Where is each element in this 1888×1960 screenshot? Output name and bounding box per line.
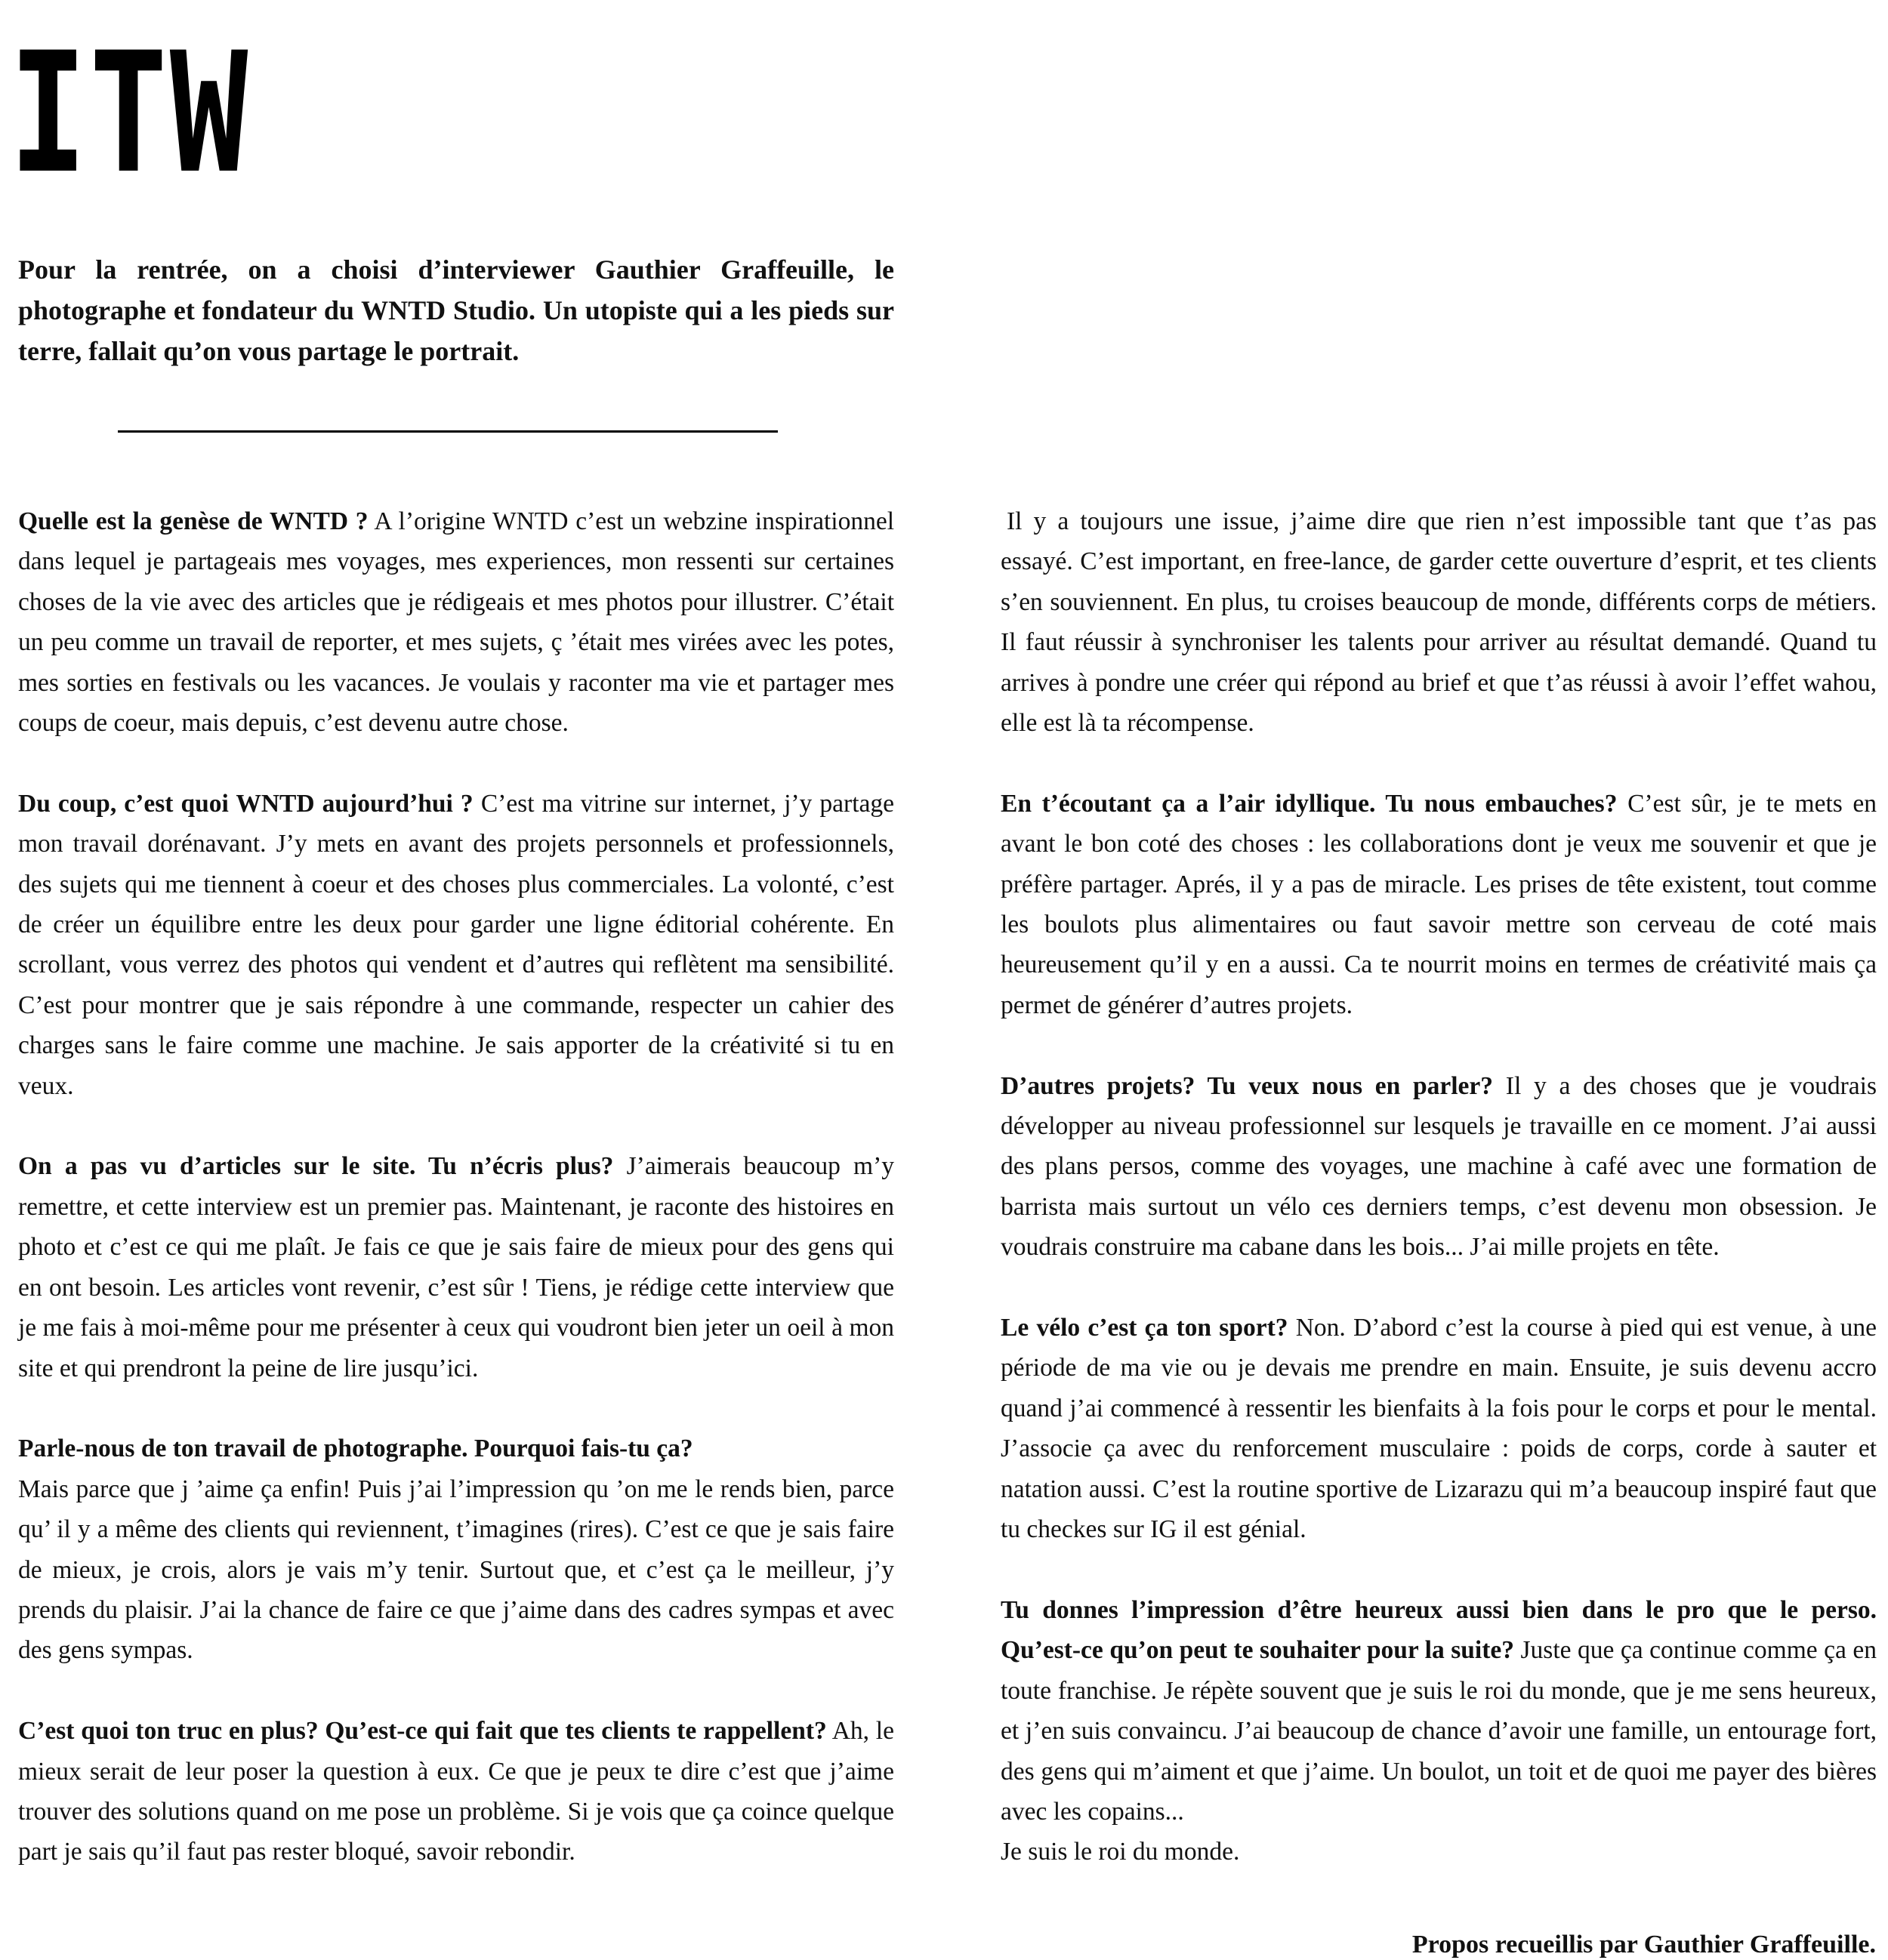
question: Quelle est la genèse de WNTD ? bbox=[18, 507, 369, 535]
answer: Il y a des choses que je voudrais développer au niveau professionnel sur lesquels je travaille en ce moment. J’ai aussi des plans persos, comme des voyages, une machine à café avec une formation de barrista mais surtout un vélo ces derniers temps, c’est devenu mon obsession. Je voudrais construire ma cabane dans les bois... J’ai mille projets en tête. bbox=[1001, 1071, 1877, 1262]
qa-block bbox=[18, 784, 894, 1106]
answer: C’est ma vitrine sur internet, j’y partage mon travail dorénavant. J’y mets en avant des projets personnels et professionnels, des sujets qui me tiennent à coeur et des choses plus commerciales. La volonté, c’est de créer un équilibre entre les deux pour garder une ligne éditorial cohérente. En scrollant, vous verrez des photos qui vendent et d’autres qui reflètent ma sensibilité. C’est pour montrer que je sais répondre à une commande, respecter un cahier des charges sans le faire comme une machine. Je sais apporter de la créativité si tu en veux. bbox=[18, 789, 894, 1100]
question: Le vélo c’est ça ton sport? bbox=[1001, 1314, 1288, 1342]
question: C’est quoi ton truc en plus? Qu’est-ce qui fait que tes clients te rappellent? bbox=[18, 1717, 827, 1746]
answer: Juste que ça continue comme ça en toute franchise. Je répète souvent que je suis le roi du monde, que je me sens heureux, et j’en suis convaincu. J’ai beaucoup de chance d’avoir une famille, un entourage fort, des gens qui m’aiment et que j’aime. Un boulot, un toit et de quoi me payer des bières avec les copains... bbox=[1001, 1636, 1877, 1826]
question: Parle-nous de ton travail de photographe. Pourquoi fais-tu ça? bbox=[18, 1435, 693, 1463]
qa-block bbox=[18, 1146, 894, 1388]
qa-block bbox=[1001, 1066, 1877, 1268]
qa-block bbox=[1001, 1590, 1877, 1872]
signoff-credit: Propos recueillis par Gauthier Graffeuille. bbox=[1411, 1931, 1876, 1958]
answer: Non. D’abord c’est la course à pied qui est venue, à une période de ma vie ou je devais me prendre en main. Ensuite, je suis devenu accro quand j’ai commencé à ressentir les bienfaits à la fois pour le corps et pour le mental. J’associe ça avec du renforcement musculaire : poids de corps, corde à sauter et natation aussi. C’est la routine sportive de Lizarazu qui m’a beaucoup inspiré faut que tu checkes sur IG il est génial. bbox=[1001, 1314, 1877, 1544]
continuation-paragraph: Il y a toujours une issue, j’aime dire que rien n’est impossible tant que t’as pas essayé. C’est important, en free-lance, de garder cette ouverture d’esprit, et tes clients s’en souviennent. En plus, tu croises beaucoup de monde, différents corps de métiers. Il faut réussir à synchroniser les talents pour arriver au résultat demandé. Quand tu arrives à pondre une créer qui répond au brief et que t’as réussi à avoir l’effet wahou, elle est là ta récompense. bbox=[1001, 507, 1877, 738]
divider-rule bbox=[118, 430, 778, 433]
answer: Ah, le mieux serait de leur poser la question à eux. Ce que je peux te dire c’est que j’aime trouver des solutions quand on me pose un problème. Si je vois que ça coince quelque part je sais qu’il faut pas rester bloqué, savoir rebondir. bbox=[18, 1717, 894, 1866]
intro-paragraph: Pour la rentrée, on a choisi d’interviewer Gauthier Graffeuille, le photographe et fondateur du WNTD Studio. Un utopiste qui a les pieds sur terre, fallait qu’on vous partage le portrait. bbox=[18, 254, 894, 366]
answer: C’est sûr, je te mets en avant le bon coté des choses : les collaborations dont je veux me souvenir et que je préfère partager. Aprés, il y a pas de miracle. Les prises de tête existent, tout comme les boulots plus alimentaires ou faut savoir mettre son cerveau de coté mais heureusement qu’il y en a aussi. Ca te nourrit moins en termes de créativité mais ça permet de générer d’autres projets. bbox=[1001, 789, 1877, 1019]
answer: J’aimerais beaucoup m’y remettre, et cette interview est un premier pas. Maintenant, je raconte des histoires en photo et c’est ce qui me plaît. Je fais ce que je sais faire de mieux pour des gens qui en ont besoin. Les articles vont revenir, c’est sûr ! Tiens, je rédige cette interview que je me fais à moi-même pour me présenter à ceux qui voudront bien jeter un oeil à mon site et qui prendront la peine de lire jusqu’ici. bbox=[18, 1152, 895, 1382]
answer: A l’origine WNTD c’est un webzine inspirationnel dans lequel je partageais mes voyages, mes experiences, mon ressenti sur certaines choses de la vie avec des articles que je rédigeais et mes photos pour illustrer. C’était un peu comme un travail de reporter, et mes sujets, ç ’était mes virées avec les potes, mes sorties en festivals ou les vacances. Je voulais y raconter ma vie et partager mes coups de coeur, mais depuis, c’est devenu autre chose. bbox=[18, 507, 894, 738]
qa-block bbox=[1001, 784, 1877, 1025]
answer: Mais parce que j ’aime ça enfin! Puis j’ai l’impression qu ’on me le rends bien, parce qu’ il y a même des clients qui reviennent, t’imagines (rires). C’est ce que je sais faire de mieux, je crois, alors je vais m’y tenir. Surtout que, et c’est ça le meilleur, j’y prends du plaisir. J’ai la chance de faire ce que j’aime dans des cadres sympas et avec des gens sympas. bbox=[18, 1475, 894, 1665]
question: Du coup, c’est quoi WNTD aujourd’hui ? bbox=[18, 789, 474, 818]
masthead-title: ITW bbox=[9, 17, 251, 210]
left-column bbox=[18, 501, 894, 1872]
qa-block bbox=[18, 501, 894, 743]
question: En t’écoutant ça a l’air idyllique. Tu nous embauches? bbox=[1001, 789, 1618, 818]
question: D’autres projets? Tu veux nous en parler? bbox=[1001, 1071, 1494, 1100]
question: Tu donnes l’impression d’être heureux aussi bien dans le pro que le perso. Qu’est-ce qu’on peut te souhaiter pour la suite? bbox=[1001, 1595, 1877, 1665]
closing-line: Je suis le roi du monde. bbox=[1001, 1838, 1240, 1866]
question: On a pas vu d’articles sur le site. Tu n’écris plus? bbox=[18, 1152, 614, 1181]
right-column bbox=[1001, 501, 1877, 1872]
qa-block bbox=[1001, 1308, 1877, 1549]
qa-block bbox=[18, 1711, 894, 1872]
qa-block bbox=[18, 1428, 894, 1670]
